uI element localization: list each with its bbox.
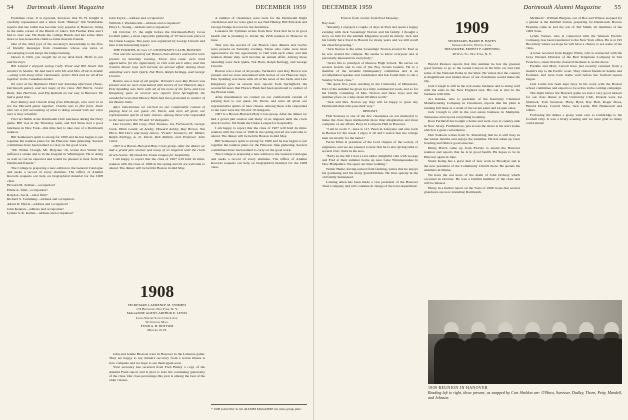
query-item: John Kennan—address and occupation? <box>7 206 64 211</box>
column-3 <box>211 16 307 402</box>
column-3 <box>526 16 622 296</box>
paragraph: Your secretary has received from Fred Bailey a copy of the Alumni Fund report and is glad to note the continuing generosity of the class. Our class percentage this year is among the best of the older classes. <box>109 365 205 383</box>
paragraph: Bill Leland I enjoyed seeing Cally Prout and Bill Smart this summer in Seattle. We had lunch with Mr. and Mrs. Pratt in Seattle—along with many other classmates, Lester Dick and we all drive together to the Canadian border. <box>7 64 103 82</box>
paragraph: I'm Carl Smith at the Dartmouth Club luncheon during the Navy game. Bill was in the Thursday team, and Ted Shaw had a good luncheon in New York—this time had to take care of a Dartmouth reunion. <box>7 117 103 135</box>
paragraph: Henry Hatch came up from Florida to attend the Hanover reunion and reports that he is in good health. He hopes to be in Hanover again in June. <box>424 145 520 159</box>
officer-line: 174 Brookline, New York, N. Y. <box>136 307 178 312</box>
section-officers <box>424 39 520 56</box>
officer-line: SECRETARY, LAURENCE M. SYMMES <box>127 303 187 307</box>
query-item: Emile A. Sillé—occupation? <box>7 187 48 192</box>
section-officers <box>109 303 205 332</box>
paragraph: Boston was a host of all people. Vermont's own Ray Brown was present and we were entertained with stories of our Hanover days. Pete Spalding was there with all of his news of the farm, and Lew Kingsbury gave us several new reports from Springfield, the wonderful news that Horace Bush had been promoted to cashier of the Boston bank. <box>211 68 307 95</box>
paragraph: Dan Sanborn writes from St. Petersburg that he is still busy in the winter months and enjoys the sunshine. He has taken up lawn bowling and finds it good exercise. <box>424 132 520 146</box>
paragraph: "He spent five years teaching in the University of Minnesota. Part of the summer he gives in a fully commercial work, and so for his family consisting of Mrs. Norton and three boys and the summer place on a lake about 60 miles north." <box>322 82 418 100</box>
officer-line: MAGAZINE AGENT, ARTHUR E. LEWIS <box>126 311 188 316</box>
paragraph: On October 17, the night before the Dartmouth-Holy Cross football game, a most enjoyable gathering of '07 men took place at the Union League. The party was organized by George Lincoln and here is his interesting report: <box>109 30 205 47</box>
paragraph: Lynde Tucker, who is connected with the Western Electric Company, has been transferred to the New York office. He is at 195 Broadway where we hope he will have a chance to see some of the class. <box>526 33 622 51</box>
paragraph: Lansing Allen has been made a vice president of the Hanover Trust Company and will continue in charge of the trust department. <box>322 180 418 189</box>
paragraph: One of the chief joys of the secretary's stewardship is the flow of friendly messages from classmates whose one news or encouraging words keeps the lamps burning. <box>7 42 103 55</box>
reunion-photo <box>428 300 622 384</box>
paragraph: "Jack and Mrs. Norton say they will be happy to greet any Dartmouth men who pass their way." <box>322 99 418 109</box>
query-item: Albert R. Harris—address and occupation? <box>7 201 69 206</box>
magazine-title: Dartmouth Alumni Magazine <box>523 4 601 11</box>
paragraph: A number of classmates were back for the Dartmouth Night celebration and we were glad to see Ned Hanley, Bill Edwards and George Dodge in town for the festivities. <box>211 16 307 29</box>
issue-date: DECEMBER 1959 <box>322 4 373 11</box>
paragraph: Doe Lincoln, Bill Gray, Dick Thomas, Joe Farnsworth, George Cook, Hank Gould, Al Ackley, Howard Ashley, Ray Brown, Nat Horn, Bill Dorr, and many others. "Frank" Sommers, Dr. Walker, Ralph Kellogg, A. D. Davis, Rob Rabkin, and Professor John Clark. <box>109 122 205 144</box>
running-header <box>322 4 621 14</box>
column-2 <box>109 16 205 278</box>
page-number: 54 <box>7 4 14 11</box>
person-figure <box>594 332 622 384</box>
paragraph: I am happy to report that the class of 1907 will hold its mini-reunion with the class of 1906 in the spring and all are welcome to attend. The dinner will be held in Boston in mid May. <box>211 125 307 139</box>
section-year: 1908 <box>140 282 174 301</box>
paragraph: Laurence M. Symmes writes from New York that he is in good health and is planning to attend the 1958 reunion in Hanover in June. <box>211 29 307 42</box>
paragraph: Ross Ferinhall has bought a home and went over at country-side in New Jersey. Furthermore, just across the street is his son's home which is a great convenience. <box>424 119 520 133</box>
paragraph: Henry in a further report on the 'Sons of 1909' notes that several grandsons are now attending Dartmouth. <box>424 185 520 195</box>
paragraph: Bill Senhouse's spirit is strong for 1960 and he has begun to put together the reunion plans for the Hanover June gathering. Several committees have been named to carry on the good work. <box>7 134 103 148</box>
paragraph: "Mr. Walter Clough, Mt. Holyoke '16, writes that Walter has suffered a stroke and is in the hospital in Wilmington. He is doing as well as can be expected and would be pleased to hear from his Dartmouth friends." <box>7 148 103 165</box>
officer-line: Milford, N. H. <box>147 328 167 333</box>
paragraph: "Early in the fall I had a real rather delightful visit with George and Fred at their summer home up near Lake Winnipesaukee in New Hampshire. We spent our time walking." <box>322 153 418 167</box>
paragraph: 1907 is a Brown-Harvard-Holy Cross group. After the dinner we had a grand jam session and many of us lingered until the clock struck twelve. We thank the Union League for hospitality. <box>211 112 307 126</box>
photo-caption <box>428 386 622 400</box>
column-1 <box>7 16 103 414</box>
paragraph: John and Jennie Blosson were in Hanover in the Lebanon game. They are happy to say Jennie's recovery from a recent illness is now complete and we hope to see them again soon. <box>109 352 205 365</box>
query-item: Ralph A. Saval—what firm? <box>7 192 48 197</box>
paragraph: Members". William Burgess, out of Bea and Winsor stopped for a gander at the Kimball Union, preparing for Dartmouth. Horace Hopkins came in and the son of Ted Smith, all members of the 1909 Sons. <box>526 16 622 33</box>
paragraph: Fish Sealstey is one of the few classmates on our memorial to make the class more memorable more than imagination and most complete of our affairs. Boys in Lafayette Hall in Hanover. <box>322 113 418 127</box>
officer-line: TREASURER, ERNEST F. GREENING <box>444 47 500 52</box>
column-1 <box>322 16 418 414</box>
paragraph: This was the second of our Boston class dinners and twelve were present on Saturday evening. Those who came were most appreciative for the opportunity to visit with each other, and this reunion dinner may well become an annual affair. Among those attending were Jack Quirk, Nat Horn, Ralph Kellogg, and George Lincoln. <box>109 52 205 78</box>
query-item: Harry L. Young—address and occupation? <box>109 25 170 30</box>
officer-line: SECRETARY, HARRY B. HAYES <box>448 39 496 43</box>
paragraph: I am happy to report that the class of 1907 will hold its mini-reunion with the class of 1906 in the spring and all are welcome to attend. The dinner will be held in Boston in mid May. <box>109 157 205 170</box>
column-2-bottom <box>109 352 205 410</box>
officer-line: Sherman Avenue, Wilton, Conn. <box>451 43 493 48</box>
paragraph: Jack Leslie has been kept busy in his work with the Boston school committee and expects to be active in the coming campaign. <box>526 82 622 91</box>
right-page <box>315 0 628 420</box>
caption-label: 1909 REUNION IN HANOVER <box>428 385 488 390</box>
section-1909-header <box>424 16 520 59</box>
running-header <box>7 4 306 14</box>
paragraph: Boston was a host of all people. Vermont's own Ray Brown was present and we were entertained with stories of our Hanover days. Pete Spalding was there with all of his news of the farm, and Lew Kingsbury gave us several new reports from Springfield, the wonderful news that Horace Bush had been promoted to cashier of the Boston bank. <box>109 78 205 104</box>
paragraph: Freshmen class. It is reported, however, that W. H. Knight is carefully represented and a letter from "Bishop" Jim Washburne reports that the rabbit has become very popular at Hanover, living in the same corner of the Bunch of Jake's Tail Feather Park and I had to start one. He made the college Bunch and has some other more or less honorable claim-to-fame than his friends. <box>7 16 103 42</box>
officer-line: 49 Wall St., New York, N. Y. <box>452 51 492 56</box>
caption-text: Reading left to right, those present, as snapped by Curt Sheldon are: O'Hara, Sweetser, Dudley, Thorn, Petty, Mandell, and Johnson. <box>428 389 622 400</box>
paragraph: "Jack Norton is the same 'Greenings' Norton around St. Paul as he was around the campus. He seems to know everyone and is personally interested in everybody." <box>322 47 418 60</box>
paragraph: Jack Clough is still in the real estate business and is doing well with his sales in the New England area. His son is also in the business with him. <box>424 83 520 97</box>
paragraph: Bill Senhouse's spirit is strong for 1960 and he has begun to put together the reunion plans for the Hanover June gathering. Several committees have been named to carry on the good work. <box>211 139 307 152</box>
query-item: William J. Waddsworth—address and occupation? <box>109 20 181 25</box>
paragraph: Art Reinke, who is president of the Kentucky Chemical Manufacturing Company in Cincinnati, reports that his plant is running full blast as a result of the recent paint and lacquer sales. <box>424 97 520 110</box>
paragraph: We have the sad news of the death of John Ordway which occurred in October. He was a faithful member of the class and will be missed. <box>424 172 520 186</box>
query-item: Howard M. Zellner—occupation? <box>7 183 56 188</box>
subsection-heading: DEPOSIT <box>362 108 378 113</box>
paragraph: "Recently I enjoyed a couple of days in Paul and spent a happy evening with Jack 'Greenings' Norton and his family. I thought a story on him for the Alumni Magazine would be timely. Jack and his family have lived in Hawaii for many years and we still recall his cheerful greeting." <box>322 25 418 47</box>
paragraph: "Jack's life is principal of Monroe High School. He serves on several boards and is one of the Boy Scouts leaders. He is a member of the Juvenile Delinquency committee and is an accomplished speaker and toastmaster and has found time to run a Sunday School class." <box>322 60 418 82</box>
query-item: John Taylor—address and occupation? <box>109 16 164 20</box>
query-item: Lyman S. K. Kellen—address and occupation? <box>7 211 74 216</box>
officer-line: Lewis-Shepard Sales Corporation, <box>135 315 179 320</box>
paragraph: Jack Clough is still in the real estate business in Memphis, Tennessee and reports everything booming. <box>424 110 520 119</box>
paragraph: Harold Pearson reports that this summer he has the greatest good fortune to go to the Grand Canyon in his little car and visit some of the National Parks in the West. He writes that the country is magnificent and wishes more of our classmates would make the trip. <box>424 62 520 84</box>
paragraph: The night before the Harvard game we had a very good turnout for our class dinner at the University Club. Present were Joe Shattuck, Tom Sweetser, Harry Byrd, Ray Hall, Roger Moss, Harold Moore, Carroll Shaw, Jack Leslie, Bill Hunnewell and others. <box>526 91 622 113</box>
section-1908-header <box>109 280 205 335</box>
paragraph: The College is preparing a new edition to the General Catalogue and seeks a record of every alumnus. The Office of Alumni Records requests our help on biographical material for the 1908 class. <box>211 152 307 170</box>
paragraph: Dawes it, Dick, you caught me at my desk back. Hello to you and the boys. <box>7 55 103 64</box>
page-number: 55 <box>614 4 621 11</box>
query-item: Richard S. Cumming—address and occupation. <box>7 197 75 202</box>
paragraph: A letter received from Reggie White, who is connected with the Gray Western Division of the Bell Telephone Company in San Francisco, states that the classical business is on the move. <box>526 51 622 64</box>
paragraph: Extract from a letter from Fred Moseley: <box>341 16 399 20</box>
paragraph: Earl Rainey and Charlie King from Pittsburgh, who were in to see the Harvard game together. Charlie was in fine form. Dave also ran a full accounting of what is doing around with our class over a busy schedule. <box>7 99 103 117</box>
paragraph: This was the second of our Boston class dinners and twelve were present on Saturday evening. Those who came were most appreciative for the opportunity to visit with each other, and this reunion dinner may well become an annual affair. Among those attending were Jack Quirk, Nat Horn, Ralph Kellogg, and George Lincoln. <box>211 42 307 69</box>
paragraph: Bay Aux: <box>322 20 336 25</box>
paragraph: Stuart Kemp has a great deal of new work in Brooklyn and is the new president of the Community Church there. He spends his summers in Maine. <box>424 159 520 172</box>
paragraph: "I am in room 7—here is 117. Been in Lafayette and also back in Boston for the week. I enjoy it all and I notice that the college men are mostly for the better." <box>322 126 418 140</box>
paragraph: After intermission we carried on our comfortable custom of playing host to our guest, Dr. Davis, and were all given our representative spirits of later classes. Among those who responded to the toast were the '09 and '10 delegates. <box>211 94 307 112</box>
paragraph: Freddie and Mary Carroll have just recently returned from a month's trip to the Pacific coast. They visited friends in Seattle and Portland, and were back home well before the football season began. <box>526 64 622 82</box>
magazine-title: Dartmouth Alumni Magazine <box>27 4 105 11</box>
officer-line: Watertown, Mass. <box>145 319 169 324</box>
paragraph: 1907 is a Brown-Harvard-Holy Cross group. After the dinner we had a grand jam session and many of us lingered until the clock struck twelve. We thank the Union League for hospitality. <box>109 144 205 157</box>
paragraph: Ferrel Ellen is president of the local chapter of the society of engineers, and we are pleased to hear that he is also giving talks to several civic clubs in his area. <box>322 140 418 153</box>
paragraph: The College is preparing a new edition to the General Catalogue and seeks a record of every alumnus. The Office of Alumni Records requests our help on biographical material for the 1908 class. <box>7 165 103 183</box>
paragraph: Following the dinner a group went over to Cambridge to the football rally. It was a lively evening and we were glad so many could attend. <box>526 112 622 126</box>
issue-date: DECEMBER 1959 <box>255 4 306 11</box>
paragraph: Walter Heinz, having retired from farming, writes that he enjoys his gardening and his many grandchildren. He lives quietly in the old family homestead. <box>322 166 418 180</box>
paragraph: After intermission we carried on our comfortable custom of playing host to our guest, Dr. Davis, and were all given our representative spirits of later classes. Among those who responded to the toast were the '09 and '10 delegates. <box>109 104 205 122</box>
section-year: 1909 <box>455 18 489 37</box>
column-2 <box>424 62 520 296</box>
officer-line: FUND A. H. BOTTOM <box>140 324 174 329</box>
paragraph: We were at the Baltimore Hotel last Saturday afternoon (Navy-Dartmouth game), and met many of the class. Bill Harris, Grant Bush, Tom Harrison, and Pip Rylands on our way to Hanover. We had a good time. <box>7 82 103 99</box>
footnote: * 1908 subscriber to the ALUMNI MAGAZINE via class group plan. <box>211 404 307 411</box>
event-heading: THE FOURTH, October 17, UNIVERSITY CLUB, BOSTON <box>113 47 201 52</box>
